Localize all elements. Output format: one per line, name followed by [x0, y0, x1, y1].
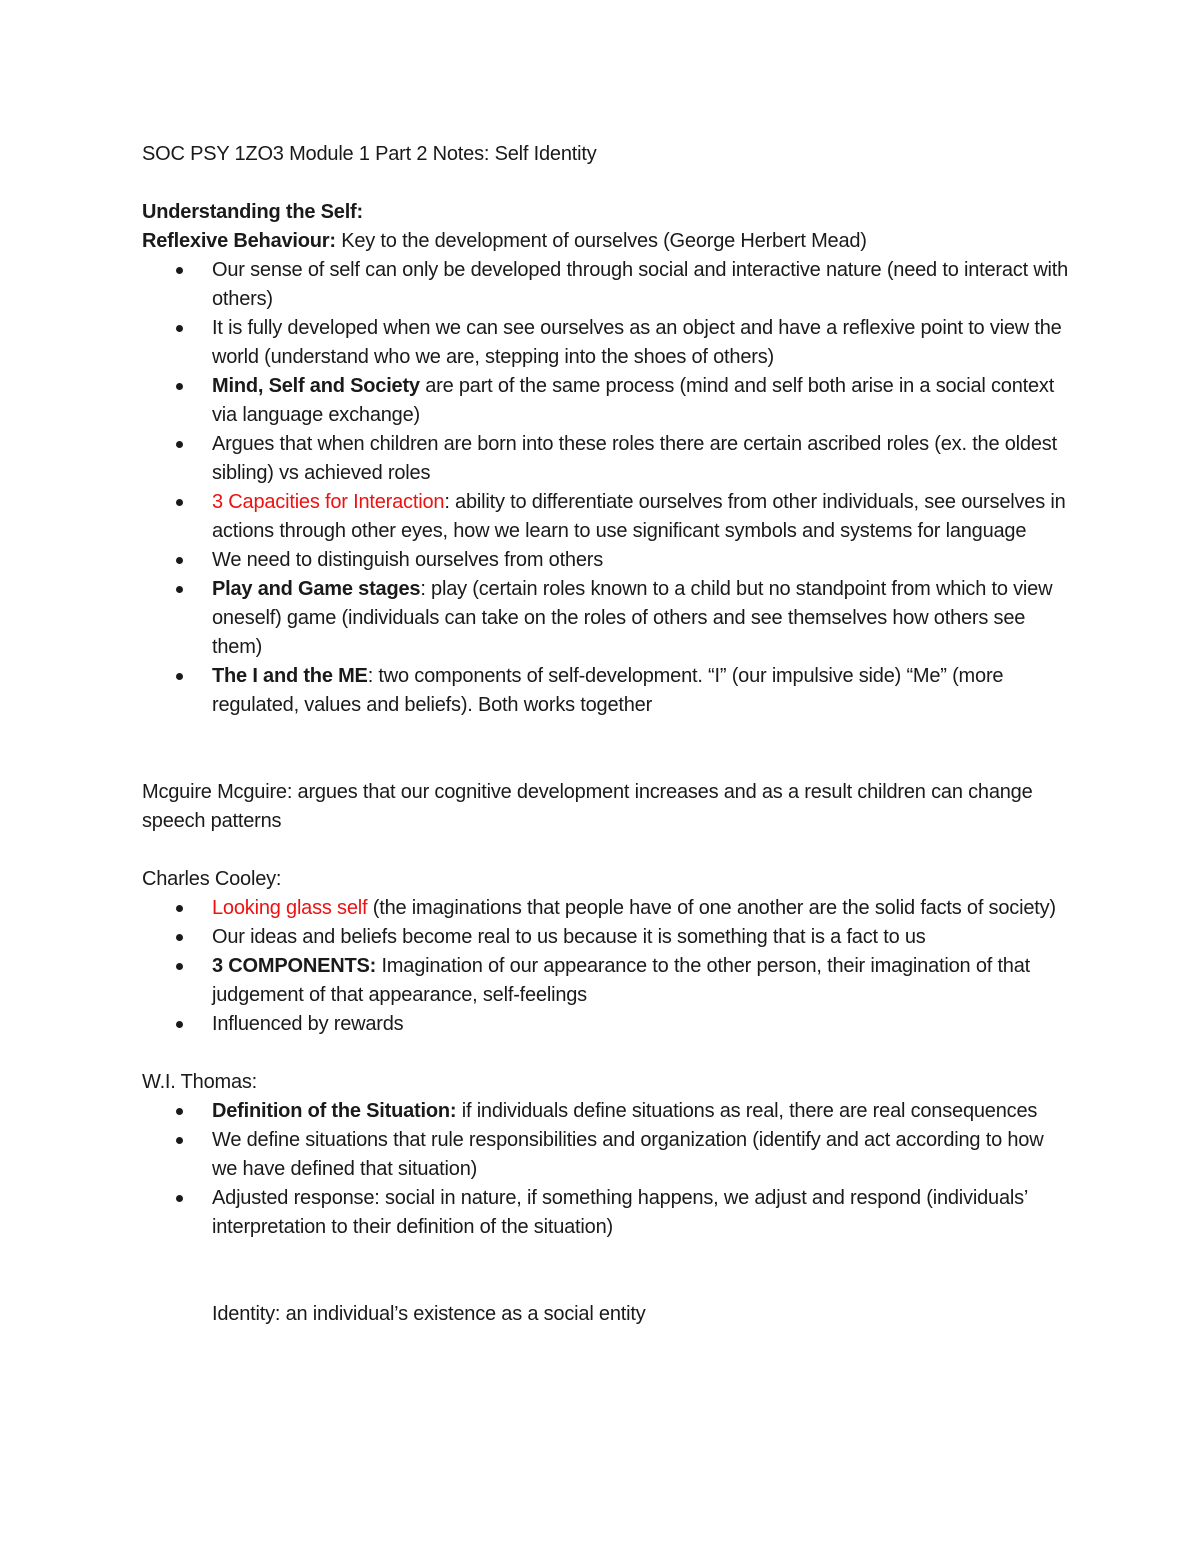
reflexive-behaviour-term: Reflexive Behaviour:: [142, 230, 336, 252]
mcguire-paragraph: Mcguire Mcguire: argues that our cognitive development increases and as a result children can change speech patterns: [142, 781, 1033, 832]
bullet-term-highlighted: Looking glass self: [212, 897, 368, 919]
thomas-bullet-list: [142, 1097, 1072, 1242]
list-item: [212, 662, 1072, 720]
list-item: [212, 1184, 1072, 1242]
bullet-term: Definition of the Situation:: [212, 1100, 457, 1122]
section-heading-thomas: W.I. Thomas:: [142, 1071, 258, 1093]
bullet-text: (the imaginations that people have of one another are the solid facts of society): [367, 897, 1056, 919]
page-title: SOC PSY 1ZO3 Module 1 Part 2 Notes: Self Identity: [142, 143, 597, 165]
bullet-text: Argues that when children are born into these roles there are certain ascribed roles (ex. the oldest sibling) vs achieved roles: [212, 433, 1057, 484]
cooley-bullet-list: [142, 894, 1072, 1039]
reflexive-behaviour-text: Key to the development of ourselves (George Herbert Mead): [335, 230, 867, 252]
bullet-text: Influenced by rewards: [212, 1013, 404, 1035]
bullet-term: The I and the ME: [212, 665, 368, 687]
list-item: [212, 575, 1072, 662]
list-item: [212, 314, 1072, 372]
document-body: [142, 140, 1072, 1329]
section-heading-cooley: Charles Cooley:: [142, 868, 282, 890]
bullet-text: Adjusted response: social in nature, if something happens, we adjust and respond (individuals’ interpretation to their definition of the situation): [212, 1187, 1028, 1238]
spacer: [142, 720, 1072, 778]
bullet-text: : play (certain roles known to a child but no standpoint from which to view oneself) game (individuals can take on the roles of others and see themselves how others see them): [212, 578, 1053, 658]
list-item: [212, 488, 1072, 546]
bullet-text: We need to distinguish ourselves from others: [212, 549, 604, 571]
list-item: [212, 256, 1072, 314]
bullet-text: Imagination of our appearance to the other person, their imagination of that judgement of that appearance, self-feelings: [212, 955, 1031, 1006]
spacer: [142, 169, 1072, 198]
bullet-text: are part of the same process (mind and self both arise in a social context via language exchange): [212, 375, 1055, 426]
list-item: [212, 1010, 1072, 1039]
list-item: [212, 923, 1072, 952]
list-item: [212, 952, 1072, 1010]
spacer: [142, 1039, 1072, 1068]
section-heading-understanding-self: Understanding the Self:: [142, 201, 363, 223]
bullet-term: 3 COMPONENTS:: [212, 955, 377, 977]
bullet-text: It is fully developed when we can see ourselves as an object and have a reflexive point to view the world (understand who we are, stepping into the shoes of others): [212, 317, 1062, 368]
bullet-text: if individuals define situations as real, there are real consequences: [456, 1100, 1038, 1122]
bullet-term-highlighted: 3 Capacities for Interaction: [212, 491, 445, 513]
spacer: [142, 836, 1072, 865]
bullet-text: : ability to differentiate ourselves from other individuals, see ourselves in actions through other eyes, how we learn to use significant symbols and systems for language: [212, 491, 1066, 542]
list-item: [212, 546, 1072, 575]
list-item: [212, 430, 1072, 488]
list-item: [212, 894, 1072, 923]
bullet-term: Mind, Self and Society: [212, 375, 420, 397]
list-item: [212, 372, 1072, 430]
reflexive-behaviour-line: [142, 227, 1072, 256]
identity-definition: Identity: an individual’s existence as a social entity: [212, 1303, 646, 1325]
mead-bullet-list: [142, 256, 1072, 720]
bullet-text: Our sense of self can only be developed through social and interactive nature (need to interact with others): [212, 259, 1069, 310]
bullet-term: Play and Game stages: [212, 578, 421, 600]
list-item: [212, 1097, 1072, 1126]
bullet-text: Our ideas and beliefs become real to us because it is something that is a fact to us: [212, 926, 926, 948]
bullet-text: : two components of self-development. “I” (our impulsive side) “Me” (more regulated, values and beliefs). Both works together: [212, 665, 1004, 716]
list-item: [212, 1126, 1072, 1184]
bullet-text: We define situations that rule responsibilities and organization (identify and act according to how we have defined that situation): [212, 1129, 1044, 1180]
spacer: [142, 1242, 1072, 1300]
